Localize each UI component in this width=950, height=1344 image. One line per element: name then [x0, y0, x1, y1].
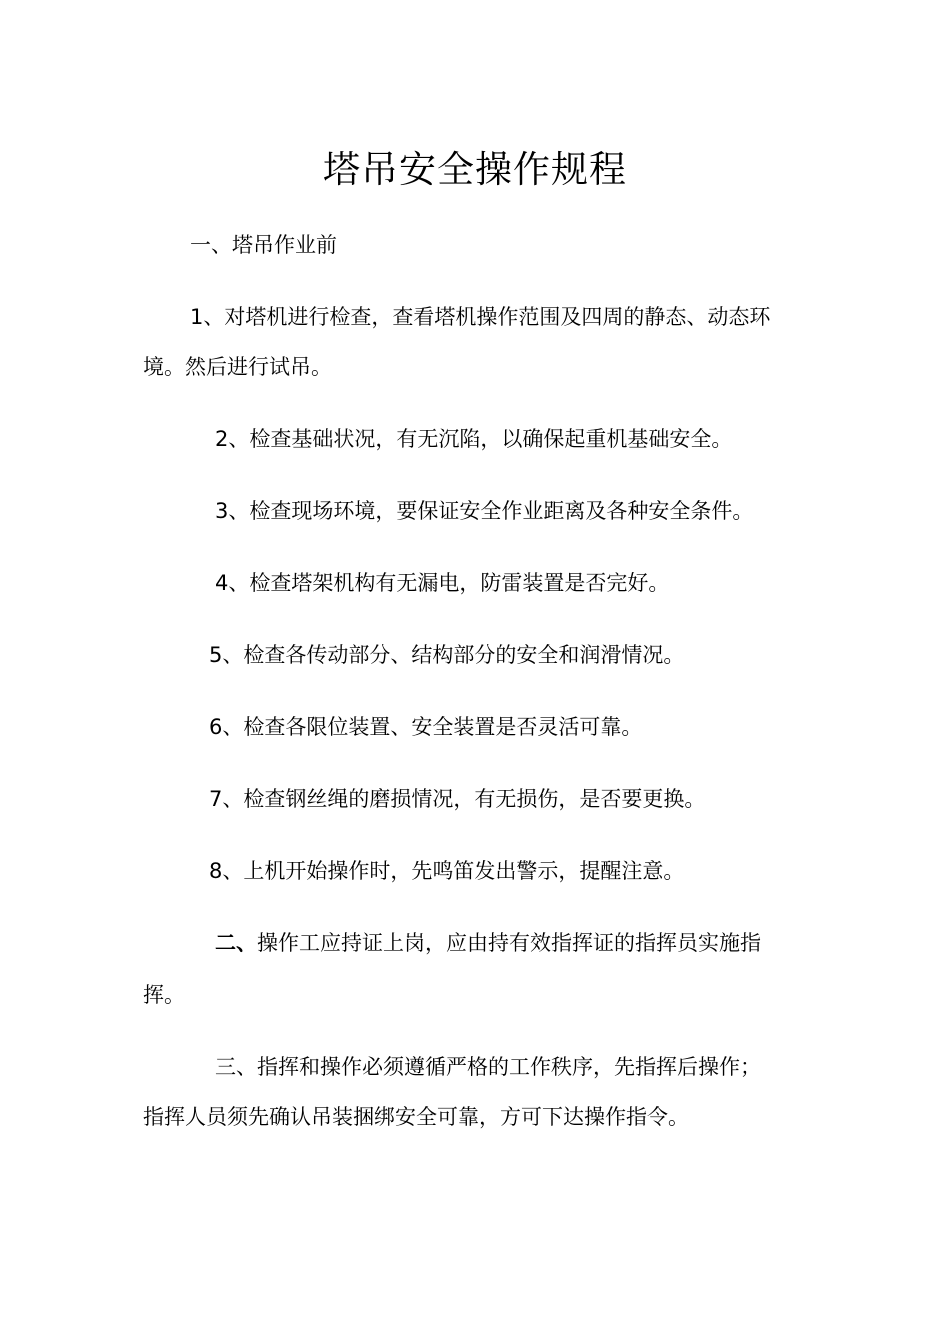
- item-1-line-1: 1、对塔机进行检查，查看塔机操作范围及四周的静态、动态环: [190, 305, 771, 329]
- item-3: 3、检查现场环境，要保证安全作业距离及各种安全条件。: [215, 499, 754, 523]
- item-1-line-2: 境。然后进行试吊。: [143, 355, 332, 379]
- document-title: 塔吊安全操作规程: [323, 148, 627, 191]
- item-6: 6、检查各限位装置、安全装置是否灵活可靠。: [209, 715, 643, 739]
- section-2-line-1: [215, 928, 761, 958]
- item-5: 5、检查各传动部分、结构部分的安全和润滑情况。: [209, 643, 685, 667]
- item-8: 8、上机开始操作时，先鸣笛发出警示，提醒注意。: [209, 859, 685, 883]
- item-2: 2、检查基础状况，有无沉陷，以确保起重机基础安全。: [215, 427, 733, 451]
- section-3-line-1: 三、指挥和操作必须遵循严格的工作秩序，先指挥后操作；: [215, 1055, 761, 1079]
- section-3-line-2: 指挥人员须先确认吊装捆绑安全可靠，方可下达操作指令。: [143, 1105, 689, 1129]
- section-2-text: 操作工应持证上岗，应由持有效指挥证的指挥员实施指: [257, 931, 761, 955]
- item-7: 7、检查钢丝绳的磨损情况，有无损伤，是否要更换。: [209, 787, 706, 811]
- section-2-marker: 二、: [215, 931, 257, 955]
- section-2-line-2: 挥。: [143, 983, 185, 1007]
- item-4: 4、检查塔架机构有无漏电，防雷装置是否完好。: [215, 571, 670, 595]
- section-1-heading: 一、塔吊作业前: [190, 233, 337, 257]
